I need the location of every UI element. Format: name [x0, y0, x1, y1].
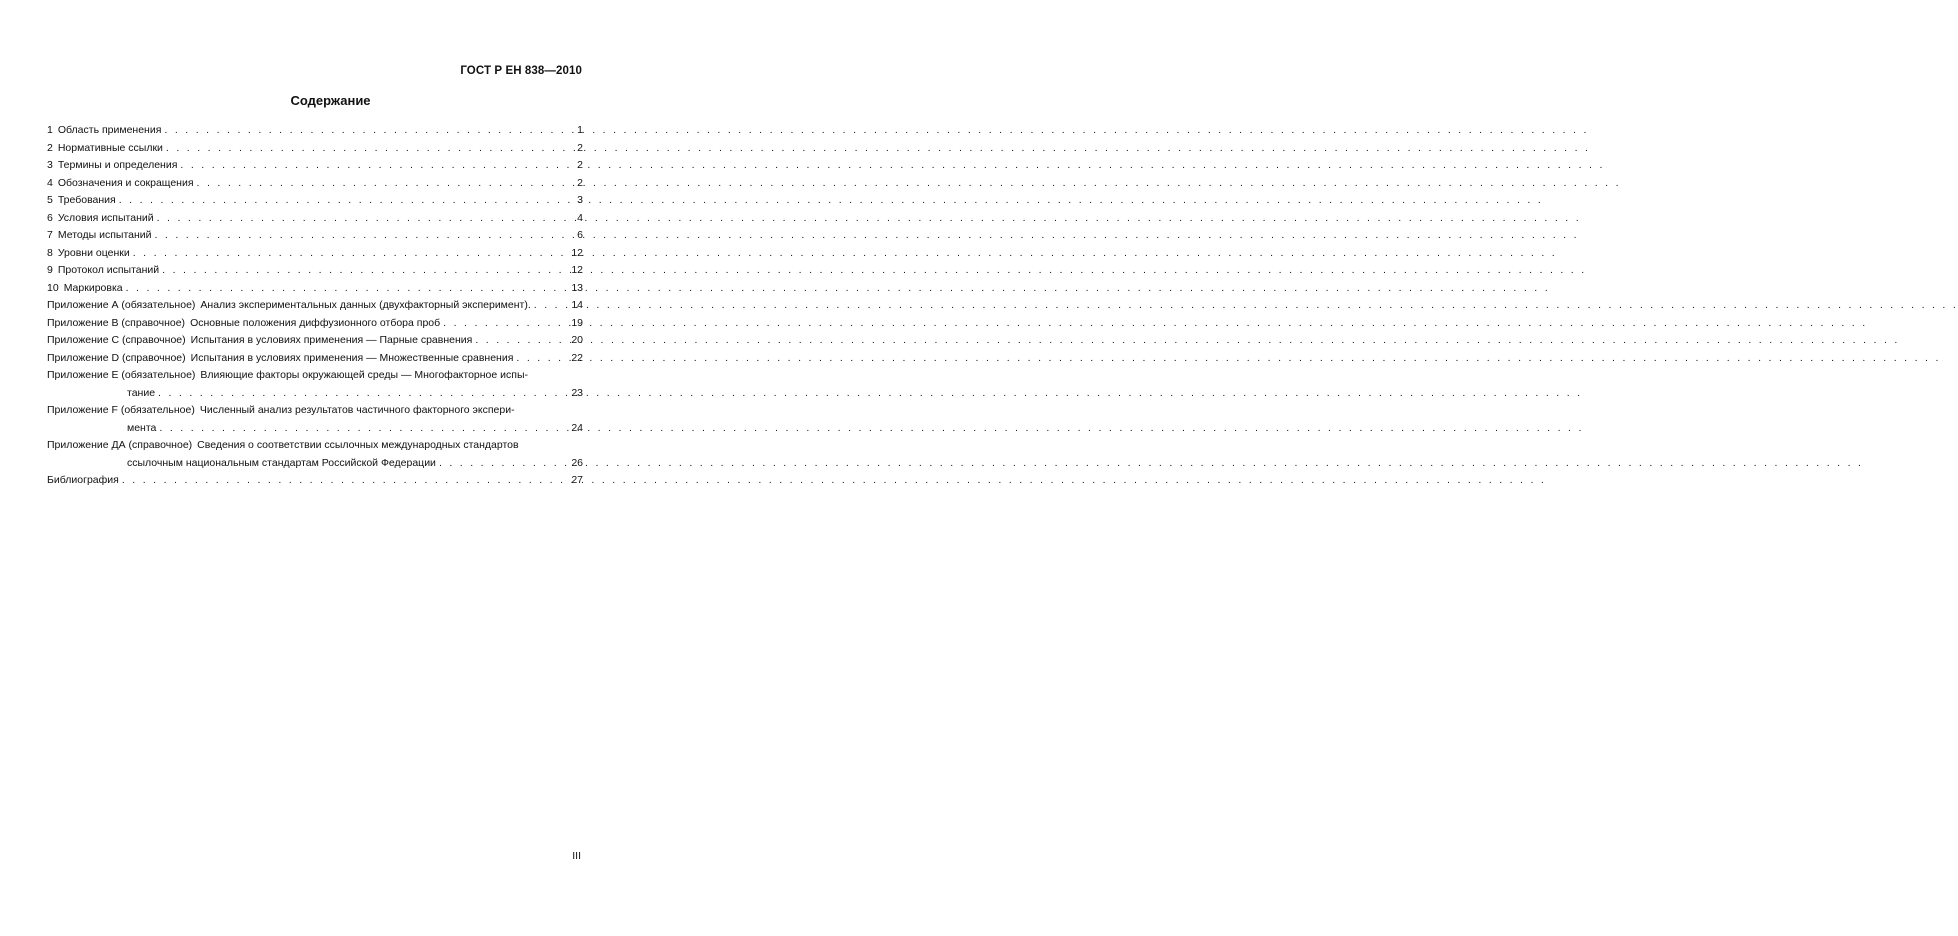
- toc-annex-a[interactable]: [47, 297, 583, 315]
- toc-entry-page: 22: [571, 351, 583, 364]
- toc-entry-page: 3: [577, 194, 583, 206]
- toc-entry-label: Область применения: [57, 124, 162, 136]
- toc-entry-page: 2: [577, 176, 583, 189]
- toc-entry-2[interactable]: [47, 140, 583, 158]
- toc-entry-label: Маркировка: [63, 281, 123, 294]
- toc-entry-page: 24: [571, 421, 583, 434]
- annex-title-line2: тание: [127, 386, 156, 399]
- annex-title-line1: Численный анализ результатов частичного факторного экспери-: [199, 404, 515, 416]
- toc-entry-5[interactable]: [47, 192, 583, 210]
- toc-entry-4[interactable]: [47, 175, 583, 193]
- toc-entry-9[interactable]: [47, 262, 583, 280]
- annex-prefix: Приложение ДА (справочное): [47, 439, 193, 451]
- annex-title-line2: мента: [127, 421, 157, 434]
- annex-prefix: Приложение Е (обязательное): [47, 369, 196, 381]
- toc-entry-number: 4: [47, 176, 53, 189]
- page-number: III: [572, 850, 581, 862]
- toc-entry-page: 13: [571, 281, 583, 294]
- toc-entry-number: 9: [47, 264, 53, 276]
- toc-entry-page: 2: [577, 141, 583, 154]
- leader-dots: [475, 332, 570, 350]
- toc-entry-page: 12: [571, 246, 583, 259]
- toc-entry-page: 4: [577, 211, 583, 224]
- toc-annex-d[interactable]: [47, 350, 583, 368]
- toc-annex-e[interactable]: [47, 367, 583, 402]
- toc-entry-label: Требования: [57, 194, 116, 206]
- annex-title: Основные положения диффузионного отбора проб: [190, 316, 441, 329]
- toc-entry-page: 27: [571, 474, 583, 486]
- toc-entry-label: Обозначения и сокращения: [57, 176, 194, 189]
- document-code: ГОСТ Р ЕН 838—2010: [460, 65, 582, 77]
- annex-title-line1: Влияющие факторы окружающей среды — Многофакторное испы-: [200, 369, 528, 381]
- toc-entry-label: Протокол испытаний: [57, 264, 160, 276]
- toc-entry-number: 6: [47, 211, 53, 224]
- toc-entry-10[interactable]: [47, 280, 583, 298]
- annex-prefix: Приложение D (справочное): [47, 351, 186, 364]
- leader-dots: [166, 140, 570, 158]
- toc-entry-page: 1: [577, 124, 583, 136]
- toc-title: Содержание: [290, 93, 371, 108]
- toc-entry-page: 12: [571, 264, 583, 276]
- toc-entry-label: Термины и определения: [57, 159, 178, 171]
- toc-entry-3[interactable]: [47, 157, 583, 175]
- leader-dots: [516, 350, 570, 368]
- toc-entry-number: 5: [47, 194, 53, 206]
- leader-dots: [162, 262, 570, 280]
- toc-entry-number: 1: [47, 124, 53, 136]
- annex-prefix: Приложение F (обязательное): [47, 404, 195, 416]
- toc-entry-page: 14: [571, 299, 583, 311]
- leader-dots: [180, 157, 570, 175]
- toc-entry-number: 7: [47, 229, 53, 241]
- toc-entry-page: 6: [577, 229, 583, 241]
- bibliography-label: Библиография: [47, 474, 119, 486]
- toc-entry-7[interactable]: [47, 227, 583, 245]
- leader-dots: [439, 455, 570, 473]
- toc-annex-c[interactable]: [47, 332, 583, 350]
- table-of-contents: [47, 122, 583, 490]
- annex-prefix: Приложение С (справочное): [47, 334, 186, 346]
- leader-dots: [159, 420, 570, 438]
- toc-entry-1[interactable]: [47, 122, 583, 140]
- leader-dots: [157, 210, 570, 228]
- annex-title-line2: ссылочным национальным стандартам Российской Федерации: [127, 456, 436, 469]
- leader-dots: [155, 227, 571, 245]
- leader-dots: [119, 192, 570, 210]
- toc-bibliography[interactable]: [47, 472, 583, 490]
- annex-title: Анализ экспериментальных данных (двухфакторный эксперимент).: [200, 299, 531, 311]
- toc-entry-page: 20: [571, 334, 583, 346]
- toc-entry-page: 2: [577, 159, 583, 171]
- toc-annex-da[interactable]: [47, 437, 583, 472]
- leader-dots: [534, 297, 570, 315]
- toc-entry-label: Нормативные ссылки: [57, 141, 163, 154]
- toc-entry-label: Уровни оценки: [57, 246, 130, 259]
- toc-annex-f[interactable]: [47, 402, 583, 437]
- toc-entry-page: 19: [571, 316, 583, 329]
- toc-entry-number: 8: [47, 246, 53, 259]
- toc-entry-6[interactable]: [47, 210, 583, 228]
- annex-prefix: Приложение А (обязательное): [47, 299, 196, 311]
- leader-dots: [122, 472, 570, 490]
- annex-prefix: Приложение В (справочное): [47, 316, 186, 329]
- toc-entry-label: Методы испытаний: [57, 229, 152, 241]
- leader-dots: [133, 245, 570, 263]
- leader-dots: [443, 315, 570, 333]
- leader-dots: [158, 385, 570, 403]
- toc-entry-page: 26: [571, 456, 583, 469]
- toc-entry-number: 3: [47, 159, 53, 171]
- toc-entry-page: 23: [571, 386, 583, 399]
- annex-title: Испытания в условиях применения — Множественные сравнения: [190, 351, 514, 364]
- toc-annex-b[interactable]: [47, 315, 583, 333]
- leader-dots: [197, 175, 570, 193]
- annex-title-line1: Сведения о соответствии ссылочных международных стандартов: [197, 439, 519, 451]
- annex-title: Испытания в условиях применения — Парные сравнения: [190, 334, 473, 346]
- toc-entry-number: 10: [47, 281, 59, 294]
- toc-entry-number: 2: [47, 141, 53, 154]
- leader-dots: [164, 122, 570, 140]
- toc-entry-label: Условия испытаний: [57, 211, 154, 224]
- toc-entry-8[interactable]: [47, 245, 583, 263]
- leader-dots: [126, 280, 570, 298]
